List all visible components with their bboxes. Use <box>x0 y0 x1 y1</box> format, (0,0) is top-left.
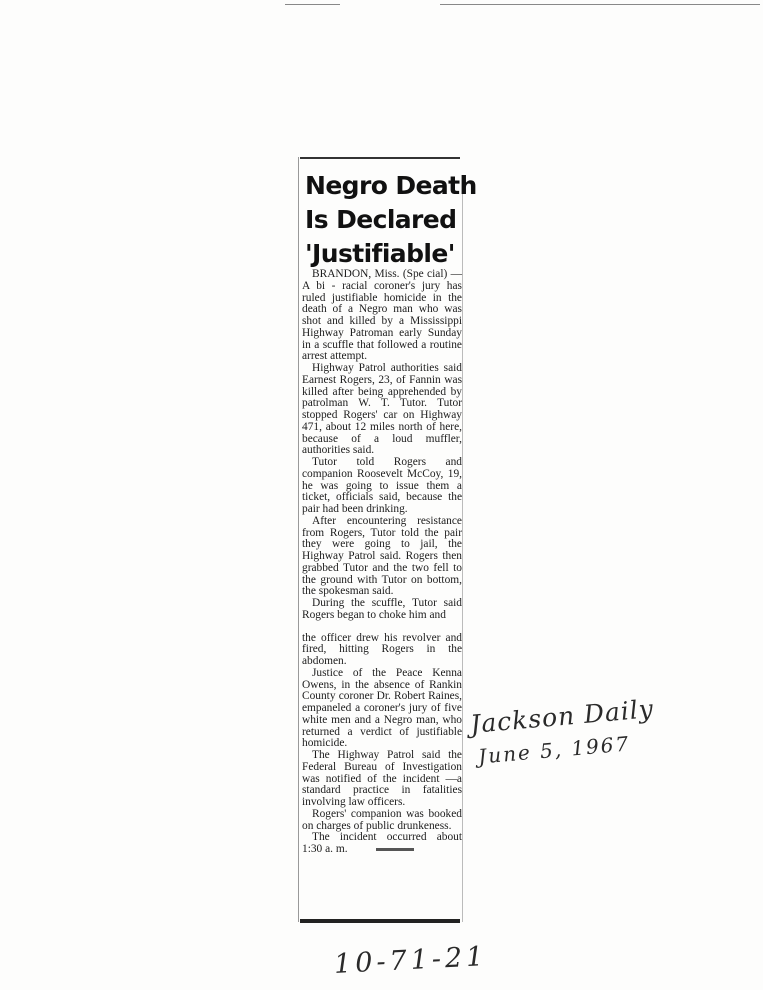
headline-line-3: 'Justifiable' <box>305 239 455 268</box>
clipping-left-edge <box>298 157 299 922</box>
article-paragraph: BRANDON, Miss. (Spe cial) — A bi - racial coroner's jury has ruled justifiable homicide in the death of a Negro man who was shot and killed by a Mississippi Highway Patroman early Sunday in a scuffle that followed a routine arrest attempt. <box>302 268 462 363</box>
article-paragraph <box>302 832 462 856</box>
article-paragraph: After encountering resistance from Rogers, Tutor told the pair they were going to jail, the Highway Patrol said. Rogers then grabbed Tutor and the two fell to the ground with Tutor on bottom, the spokesman said. <box>302 514 462 598</box>
clipping-right-edge <box>462 177 463 922</box>
headline-line-2: Is Declared <box>305 205 457 234</box>
scan-edge-mark <box>285 4 340 5</box>
article-paragraph: the officer drew his revolver and fired, hitting Rogers in the abdomen. <box>302 631 462 667</box>
headline <box>305 169 477 271</box>
handwritten-date-note: June 5, 1967 <box>477 731 632 769</box>
column-break <box>302 622 462 633</box>
article-paragraph: Justice of the Peace Kenna Owens, in the absence of Rankin County coroner Dr. Robert Raines, empaneled a coroner's jury of five white men and a Negro man, who returned a verdict of justifiable homicide. <box>302 666 462 750</box>
article-paragraph: During the scuffle, Tutor said Rogers began to choke him and <box>302 597 462 621</box>
clipping-top-rule <box>300 157 460 159</box>
scan-edge-mark <box>440 4 760 5</box>
handwritten-file-number: 10-71-21 <box>333 941 489 980</box>
article-body <box>302 269 462 856</box>
headline-line-1: Negro Death <box>305 171 477 200</box>
article-paragraph: Rogers' companion was booked on charges of public drunkeness. <box>302 807 462 832</box>
handwritten-source-note: Jackson Daily <box>469 694 655 739</box>
article-final-line: The incident occurred about 1:30 a. m. <box>302 831 462 855</box>
clipping-bottom-rule <box>300 919 460 923</box>
end-mark <box>376 848 414 851</box>
article-paragraph: Highway Patrol authorities said Earnest Rogers, 23, of Fannin was killed after being apprehended by patrolman W. T. Tutor. Tutor stopped Rogers' car on Highway 471, about 12 miles north of here, because of a loud muffler, authorities said. <box>302 362 462 457</box>
article-paragraph: Tutor told Rogers and companion Roosevelt McCoy, 19, he was going to issue them a ticket, officials said, because the pair had been drinking. <box>302 456 462 515</box>
article-paragraph: The Highway Patrol said the Federal Bureau of Investigation was notified of the incident —a standard practice in fatalities involving law officers. <box>302 749 462 808</box>
